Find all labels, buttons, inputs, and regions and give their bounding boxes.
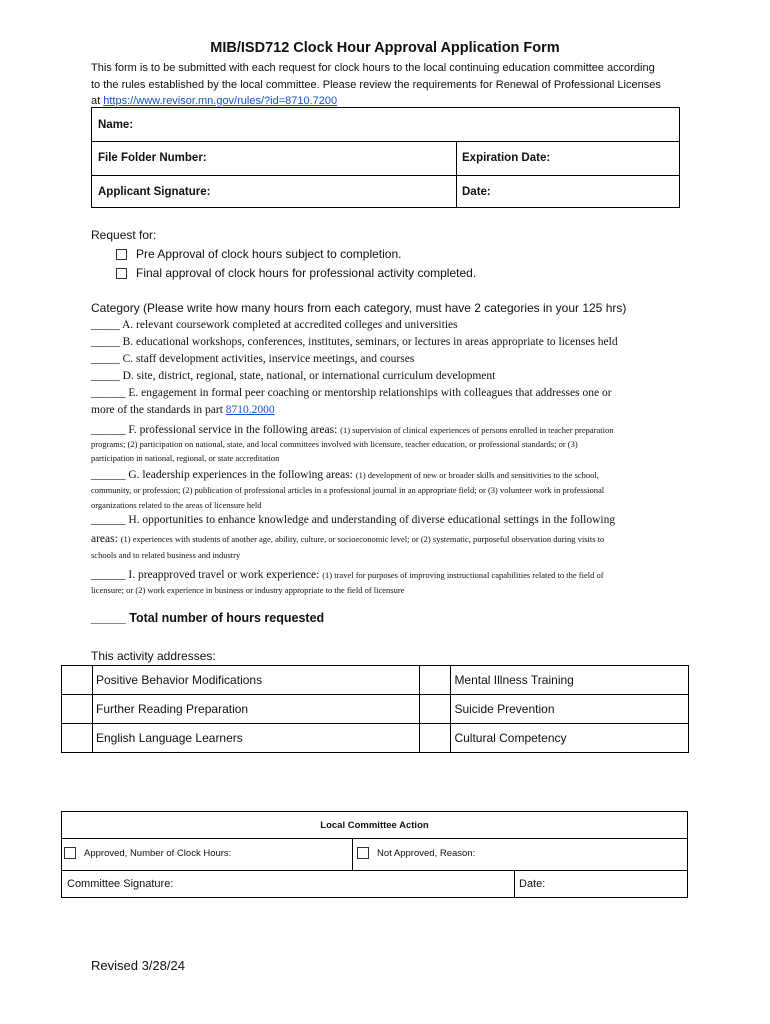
category-f-detail-2: programs; (2) participation on national, state, and local committees involved with licensure, teacher education, or professional standards; or (3) [91,439,578,449]
rules-link[interactable]: https://www.revisor.mn.gov/rules/?id=8710.7200 [103,95,338,107]
final-approval-checkbox[interactable] [116,268,127,279]
category-i-detail-1: (1) travel for purposes of improving instructional capabilities related to the field of [322,570,604,580]
category-b: _____ B. educational workshops, conferences, institutes, seminars, or lectures in areas appropriate to licenses held [91,336,618,348]
final-approval-label: Final approval of clock hours for professional activity completed. [136,266,477,280]
approved-option[interactable] [64,847,231,859]
not-approved-option[interactable] [357,847,475,859]
category-a: _____ A. relevant coursework completed at accredited colleges and universities [91,319,458,331]
intro-line-1: This form is to be submitted with each request for clock hours to the local continuing education committee according [91,62,655,74]
category-g-detail-3: organizations related to the areas of licensure held [91,500,262,510]
intro-line-2: to the rules established by the local committee. Please review the requirements for Renewal of Professional Licenses [91,78,661,91]
ell-checkbox[interactable] [62,724,93,753]
further-reading-checkbox[interactable] [62,695,93,724]
category-heading: Category (Please write how many hours from each category, must have 2 categories in your 125 hrs) [91,301,627,315]
request-for-label: Request for: [91,228,157,242]
category-h-line-1: ______ H. opportunities to enhance knowledge and understanding of diverse educational settings in the following [91,514,616,526]
revision-date: Revised 3/28/24 [91,958,185,973]
category-c: _____ C. staff development activities, inservice meetings, and courses [91,353,415,365]
intro-text [91,60,691,110]
mental-illness-label: Mental Illness Training [451,666,689,695]
activity-table [61,665,689,753]
expiration-date-field[interactable]: Expiration Date: [462,152,551,164]
not-approved-checkbox[interactable] [357,847,369,859]
table-row [62,695,689,724]
applicant-signature-field[interactable]: Applicant Signature: [98,185,211,198]
category-g [91,468,681,513]
category-h-detail-2: schools and to related business and industry [91,550,241,560]
further-reading-label: Further Reading Preparation [93,695,420,724]
suicide-prevention-checkbox[interactable] [420,695,451,724]
ell-label: English Language Learners [93,724,420,753]
local-committee-action-table [61,811,688,898]
committee-decision-row [62,838,687,871]
committee-signature-row [62,870,687,897]
pre-approval-checkbox[interactable] [116,249,127,260]
form-title: MIB/ISD712 Clock Hour Approval Application Form [210,40,560,56]
table-row [62,666,689,695]
approved-checkbox[interactable] [64,847,76,859]
activity-addresses-label: This activity addresses: [91,649,216,663]
category-e-line-1: ______ E. engagement in formal peer coaching or mentorship relationships with colleagues that addresses one or [91,387,612,399]
committee-heading: Local Committee Action [62,812,687,839]
applicant-info-table [91,107,680,208]
table-row [62,724,689,753]
category-d: _____ D. site, district, regional, state, national, or international curriculum development [91,370,496,382]
category-list [91,317,681,419]
category-i-detail-2: licensure; or (2) work experience in business or industry appropriate to the field of licensure [91,585,405,595]
date-field[interactable]: Date: [462,185,491,198]
category-h [91,512,681,563]
pre-approval-label: Pre Approval of clock hours subject to completion. [136,247,402,261]
suicide-prevention-label: Suicide Prevention [451,695,689,724]
category-i [91,568,681,598]
file-folder-field[interactable]: File Folder Number: [98,152,207,164]
not-approved-label: Not Approved, Reason: [377,847,476,859]
pre-approval-option[interactable] [116,247,401,261]
name-field[interactable]: Name: [98,118,134,131]
category-i-main: ______ I. preapproved travel or work experience: [91,569,323,581]
mental-illness-checkbox[interactable] [420,666,451,695]
category-f-main: ______ F. professional service in the following areas: [91,424,341,436]
category-h-main: areas: [91,533,121,545]
committee-date-field[interactable]: Date: [519,877,546,890]
category-e-line-2: more of the standards in part [91,404,226,416]
committee-signature-field[interactable]: Committee Signature: [67,877,174,890]
part-8710-link[interactable]: 8710.2000 [225,404,275,416]
category-g-detail-2: community, or profession; (2) publication of professional articles in a professional journal in an appropriate field; or (3) volunteer work in professional [91,485,605,495]
positive-behavior-label: Positive Behavior Modifications [93,666,420,695]
intro-line-3-prefix: at [91,95,104,107]
category-g-main: ______ G. leadership experiences in the following areas: [91,469,356,481]
category-f-detail-3: participation in national, regional, or state accreditation [91,453,280,463]
category-h-detail-1: (1) experiences with students of another age, ability, culture, or socioeconomic level; or (2) systematic, purposeful observation during visits to [120,534,605,544]
category-f [91,423,681,465]
cultural-competency-checkbox[interactable] [420,724,451,753]
category-f-detail-1: (1) supervision of clinical experiences of persons enrolled in teacher preparation [340,425,614,435]
approved-label: Approved, Number of Clock Hours: [84,847,232,859]
category-g-detail-1: (1) development of new or broader skills and sensitivities to the school, [355,470,599,480]
positive-behavior-checkbox[interactable] [62,666,93,695]
final-approval-option[interactable] [116,266,476,280]
total-hours-requested[interactable]: _____ Total number of hours requested [91,611,325,625]
cultural-competency-label: Cultural Competency [451,724,689,753]
